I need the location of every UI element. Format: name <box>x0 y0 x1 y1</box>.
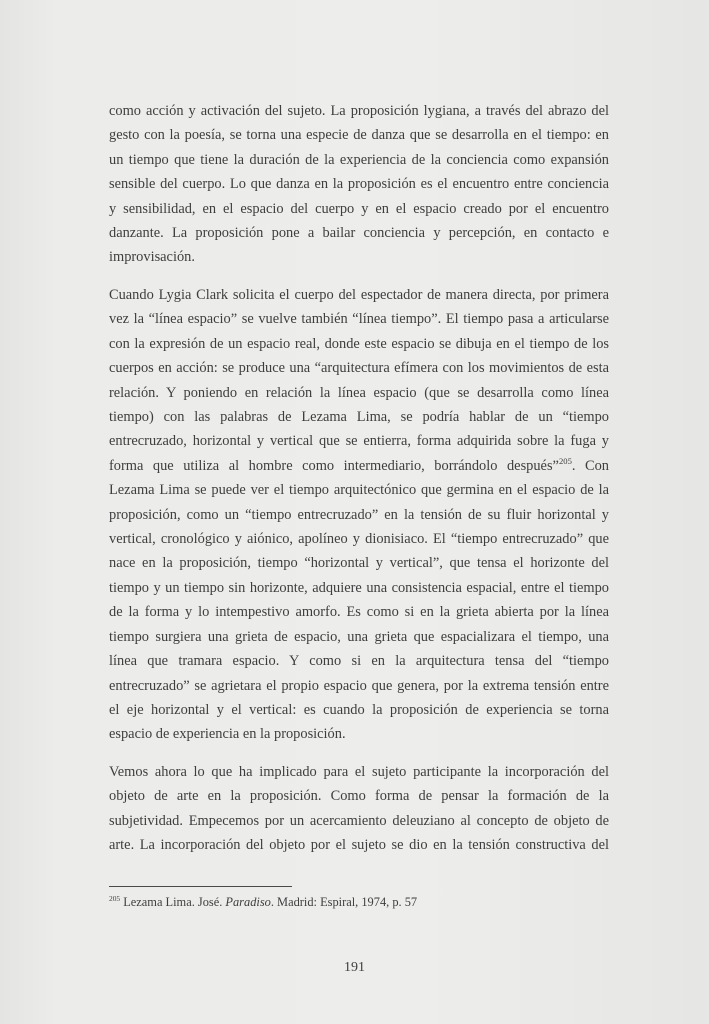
text-line: Vemos ahora lo que ha implicado para el sujeto participante la incorporación del <box>109 764 609 780</box>
footnote-separator <box>109 886 292 887</box>
text-line: espacio de experiencia en la proposición. <box>109 726 346 743</box>
text-line: el eje horizontal y el vertical: es cuando la proposición de experiencia se torna <box>109 701 609 718</box>
text-line: gesto con la poesía, se torna una especie de danza que se desarrolla en el tiempo: en <box>109 127 609 144</box>
text-line: vez la “línea espacio” se vuelve también “línea tiempo”. El tiempo pasa a articularse <box>109 311 609 328</box>
footnote <box>109 893 417 911</box>
text-line: entrecruzado” se agrietara el propio espacio que genera, por la extrema tensión entre <box>109 677 609 694</box>
footnote-text: . Madrid: Espiral, 1974, p. 57 <box>270 895 418 909</box>
text-line: vertical, cronológico y aiónico, apolíneo y dionisiaco. El “tiempo entrecruzado” que <box>109 531 609 548</box>
footnote-number: 205 <box>109 893 121 903</box>
text-line: como acción y activación del sujeto. La proposición lygiana, a través del abrazo del <box>109 103 609 119</box>
text-line: nace en la proposición, tiempo “horizontal y vertical”, que tensa el horizonte del <box>109 555 609 572</box>
text-line: proposición, como un “tiempo entrecruzado” en la tensión de su fluir horizontal y <box>109 506 609 523</box>
text-line-with-note <box>109 454 609 478</box>
footnote-reference: 205 <box>558 456 572 467</box>
footnote-text: Lezama Lima. José. <box>120 895 226 909</box>
text-line: un tiempo que tiene la duración de la experiencia de la conciencia como expansión <box>109 151 609 168</box>
paragraph-1 <box>109 99 609 270</box>
footnote-book-title: Paradiso <box>225 895 271 909</box>
text-line: Lezama Lima se puede ver el tiempo arquitectónico que germina en el espacio de la <box>109 482 609 499</box>
text-line: subjetividad. Empecemos por un acercamiento deleuziano al concepto de objeto de <box>109 812 609 829</box>
paragraph-3 <box>109 760 609 858</box>
text-line: sensible del cuerpo. Lo que danza en la proposición es el encuentro entre conciencia <box>109 176 609 193</box>
text-line: con la expresión de un espacio real, donde este espacio se dibuja en el tiempo de los <box>109 335 609 352</box>
text-line: arte. La incorporación del objeto por el sujeto se dio en la tensión constructiva del <box>109 837 609 854</box>
text-line: improvisación. <box>109 249 195 266</box>
text-line: tiempo y un tiempo sin horizonte, adquiere una consistencia espacial, entre el tiempo <box>109 579 609 596</box>
text-segment: . Con <box>571 457 610 474</box>
text-line: y sensibilidad, en el espacio del cuerpo y en el espacio creado por el encuentro <box>109 200 609 217</box>
text-line: tiempo surgiera una grieta de espacio, una grieta que espacializara el tiempo, una <box>109 628 609 645</box>
text-line: objeto de arte en la proposición. Como forma de pensar la formación de la <box>109 788 609 805</box>
text-line: cuerpos en acción: se produce una “arquitectura efímera con los movimientos de esta <box>109 360 609 377</box>
paragraph-2 <box>109 283 609 747</box>
text-line: de la forma y lo intempestivo amorfo. Es como si en la grieta abierta por la línea <box>109 604 609 621</box>
text-line: danzante. La proposición pone a bailar conciencia y percepción, en contacto e <box>109 225 609 242</box>
text-line: línea que tramara espacio. Y como si en la arquitectura tensa del “tiempo <box>109 653 609 670</box>
text-line: Cuando Lygia Clark solicita el cuerpo del espectador de manera directa, por primera <box>109 287 609 303</box>
page-number: 191 <box>344 960 365 975</box>
text-line: tiempo) con las palabras de Lezama Lima, se podría hablar de un “tiempo <box>109 409 609 426</box>
text-line: relación. Y poniendo en relación la línea espacio (que se desarrolla como línea <box>109 384 609 401</box>
text-segment: forma que utiliza al hombre como intermediario, borrándolo después” <box>109 457 559 474</box>
text-line: entrecruzado, horizontal y vertical que se entierra, forma adquirida sobre la fuga y <box>109 433 609 450</box>
